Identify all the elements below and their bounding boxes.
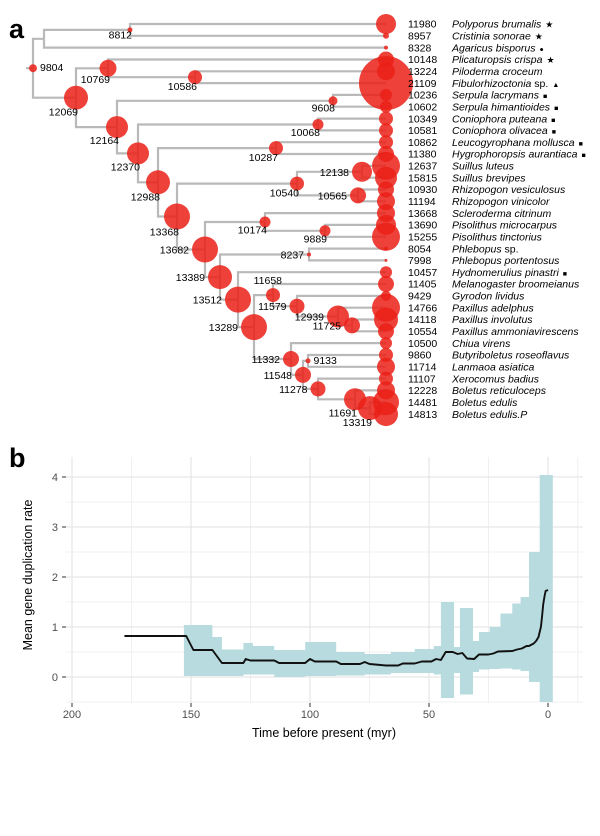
tip-name-11405: Melanogaster broomeianus <box>452 278 580 291</box>
x-tick-label-150: 150 <box>181 709 201 721</box>
tree-branch <box>265 222 325 231</box>
x-tick-label-100: 100 <box>300 709 320 721</box>
tip-name-10349: Coniophora puteana ■ <box>452 113 556 126</box>
tree-branch <box>44 39 386 48</box>
tip-id-9429: 9429 <box>408 290 432 303</box>
node-number-13368: 13368 <box>149 226 179 239</box>
confidence-band-area <box>184 475 553 702</box>
tree-branch <box>273 284 386 295</box>
tip-name-12228: Boletus reticuloceps <box>452 385 546 398</box>
tip-name-14813: Boletus edulis.P <box>452 408 528 421</box>
tip-name-21109: Fibulorhizoctonia sp. ▲ <box>452 77 560 90</box>
tip-id-10148: 10148 <box>408 54 438 67</box>
tree-branch <box>265 213 386 222</box>
tip-name-8957: Cristinia sonorae ★ <box>452 30 543 43</box>
triangle-icon: ▲ <box>552 81 560 89</box>
tip-id-11380: 11380 <box>408 148 437 161</box>
tip-id-7998: 7998 <box>408 255 432 268</box>
x-tick-label-200: 200 <box>62 709 82 721</box>
tip-name-14118: Paxillus involutus <box>452 314 533 327</box>
tip-name-8054: Phlebopus sp. <box>452 243 519 256</box>
panel-b-label: b <box>9 443 26 473</box>
node-number-12988: 12988 <box>130 191 160 204</box>
square-icon: ■ <box>554 105 559 113</box>
tip-id-11405: 11405 <box>408 278 437 291</box>
node-bubble-11278 <box>311 381 326 396</box>
tip-name-11194: Rhizopogon vinicolor <box>452 196 550 208</box>
node-bubble-13512 <box>225 287 251 313</box>
tip-name-15255: Pisolithus tinctorius <box>452 231 542 244</box>
node-number-13512: 13512 <box>192 294 222 307</box>
node-number-9804: 9804 <box>40 62 64 75</box>
tip-id-14813: 14813 <box>408 408 438 421</box>
tree-branch <box>309 255 386 261</box>
tip-bubble-10602 <box>380 101 392 113</box>
tip-id-14481: 14481 <box>408 396 438 409</box>
node-number-11691: 11691 <box>328 407 357 420</box>
tip-id-14766: 14766 <box>408 302 438 315</box>
tip-name-12637: Suillus luteus <box>452 160 514 173</box>
node-number-12164: 12164 <box>89 135 119 148</box>
star-icon: ★ <box>545 19 554 30</box>
tip-id-10930: 10930 <box>408 184 438 197</box>
node-number-9608: 9608 <box>311 102 335 115</box>
node-bubble-11548 <box>295 367 311 383</box>
node-number-10540: 10540 <box>269 187 299 200</box>
node-number-10068: 10068 <box>290 127 320 139</box>
tip-bubble-10554 <box>378 323 394 339</box>
tip-name-11380: Hygrophoropsis aurantiaca ■ <box>452 148 586 161</box>
tip-id-10500: 10500 <box>408 337 438 350</box>
tip-id-10349: 10349 <box>408 113 438 126</box>
star-icon: ★ <box>546 55 555 66</box>
y-tick-label-2: 2 <box>51 572 58 584</box>
node-bubble-9133 <box>306 358 311 363</box>
tree-tip-labels <box>408 19 586 421</box>
tip-id-14118: 14118 <box>408 314 437 327</box>
y-tick-label-1: 1 <box>51 622 58 634</box>
tree-branch <box>195 77 386 83</box>
x-tick-label-0: 0 <box>544 709 552 721</box>
tip-id-8054: 8054 <box>408 243 432 256</box>
tree-branch <box>276 148 386 154</box>
tip-name-11980: Polyporus brumalis ★ <box>452 18 554 31</box>
tip-id-13224: 13224 <box>408 66 438 78</box>
tip-name-10602: Serpula himantioides ■ <box>452 101 559 114</box>
node-number-13682: 13682 <box>159 244 189 257</box>
tree-branch <box>318 119 386 125</box>
node-number-11332: 11332 <box>251 354 280 366</box>
tree-branch <box>291 343 386 359</box>
tip-id-13690: 13690 <box>408 219 438 232</box>
square-icon: ■ <box>551 117 556 125</box>
tip-id-10602: 10602 <box>408 101 438 114</box>
node-number-9133: 9133 <box>313 354 337 367</box>
node-number-12370: 12370 <box>110 161 140 174</box>
tip-name-15815: Suillus brevipes <box>452 172 526 185</box>
tree-branch <box>130 24 386 30</box>
node-bubble-12138 <box>352 162 372 182</box>
tip-name-10500: Chiua virens <box>452 337 511 350</box>
tip-name-9860: Butyriboletus roseoflavus <box>452 349 570 362</box>
tree-branch <box>276 142 386 148</box>
square-icon: ■ <box>578 140 583 148</box>
x-tick-label-50: 50 <box>422 709 436 721</box>
tip-name-11107: Xerocomus badius <box>452 373 539 386</box>
tree-branch <box>108 60 386 69</box>
tip-name-13224: Piloderma croceum <box>452 66 543 78</box>
tip-name-8328: Agaricus bisporus ● <box>452 42 544 55</box>
tree-branch <box>318 379 386 389</box>
node-number-11278: 11278 <box>279 383 308 396</box>
y-axis-title: Mean gene duplication rate <box>21 499 35 651</box>
node-number-11579: 11579 <box>258 301 287 314</box>
tip-id-8957: 8957 <box>408 30 432 43</box>
node-number-8812: 8812 <box>108 29 132 42</box>
tip-id-12637: 12637 <box>408 160 438 173</box>
node-number-12939: 12939 <box>294 311 324 324</box>
node-number-10565: 10565 <box>317 190 347 203</box>
tip-bubble-11980 <box>376 14 396 34</box>
tip-name-13668: Scleroderma citrinum <box>452 207 552 220</box>
tip-name-10930: Rhizopogon vesiculosus <box>452 184 566 197</box>
tip-id-13668: 13668 <box>408 207 438 220</box>
tip-bubble-8957 <box>383 33 389 39</box>
tip-id-10236: 10236 <box>408 89 438 102</box>
node-number-11658: 11658 <box>253 275 282 288</box>
node-bubble-9804 <box>29 64 37 72</box>
node-number-8237: 8237 <box>280 249 304 262</box>
node-bubble-11725 <box>344 317 360 333</box>
node-bubble-8237 <box>307 253 311 257</box>
square-icon: ■ <box>551 129 556 137</box>
tip-id-11194: 11194 <box>408 196 436 208</box>
tip-name-10554: Paxillus ammoniavirescens <box>452 326 579 338</box>
tip-bubble-8328 <box>384 46 388 50</box>
tree-branch <box>108 68 195 77</box>
tip-name-11714: Lanmaoa asiatica <box>452 361 535 374</box>
node-bubble-13289 <box>241 314 267 340</box>
tip-id-8328: 8328 <box>408 42 432 55</box>
y-tick-label-0: 0 <box>51 672 58 684</box>
tree-branch <box>195 71 386 77</box>
node-number-13389: 13389 <box>175 272 205 285</box>
tip-bubble-8054 <box>384 247 388 251</box>
node-number-10769: 10769 <box>80 73 110 86</box>
square-icon: ■ <box>542 93 548 101</box>
node-number-13319: 13319 <box>342 417 372 430</box>
tip-bubble-11405 <box>378 276 394 292</box>
y-tick-label-3: 3 <box>51 522 58 534</box>
tip-name-10862: Leucogyrophana mollusca ■ <box>452 136 583 149</box>
circle-icon: ● <box>539 46 544 54</box>
tip-name-10457: Hydnomerulius pinastri ■ <box>452 266 568 279</box>
tip-id-10457: 10457 <box>408 266 438 279</box>
star-icon: ★ <box>534 31 543 42</box>
node-number-11725: 11725 <box>312 320 341 333</box>
chart-axes <box>52 472 551 721</box>
tip-id-9860: 9860 <box>408 349 432 362</box>
node-number-10586: 10586 <box>167 81 197 94</box>
tip-id-10554: 10554 <box>408 326 438 338</box>
node-bubble-11658 <box>266 288 280 302</box>
tip-name-10148: Plicaturopsis crispa ★ <box>452 54 555 67</box>
node-number-10174: 10174 <box>237 224 267 237</box>
tip-bubble-14813 <box>374 402 398 426</box>
tip-id-15255: 15255 <box>408 231 438 244</box>
tip-name-13690: Pisolithus microcarpus <box>452 219 558 232</box>
node-bubble-13682 <box>192 237 218 263</box>
node-bubble-13389 <box>208 265 232 289</box>
tip-bubble-10500 <box>380 337 392 349</box>
tip-id-15815: 15815 <box>408 172 438 185</box>
tip-id-21109: 21109 <box>408 77 437 90</box>
tip-bubble-7998 <box>385 259 388 262</box>
tree-branch <box>130 30 386 36</box>
tip-id-11980: 11980 <box>408 18 437 31</box>
square-icon: ■ <box>581 152 586 160</box>
tip-id-11714: 11714 <box>408 361 437 374</box>
tip-name-7998: Phlebopus portentosus <box>452 255 560 268</box>
tip-id-10862: 10862 <box>408 136 438 149</box>
node-number-13289: 13289 <box>208 322 238 335</box>
confidence-band <box>184 475 553 702</box>
square-icon: ■ <box>562 270 568 278</box>
tip-name-9429: Gyrodon lividus <box>452 290 525 303</box>
tree-branch <box>117 101 333 127</box>
node-number-11548: 11548 <box>263 369 292 382</box>
x-axis-title: Time before present (myr) <box>251 726 397 740</box>
y-tick-label-4: 4 <box>51 472 58 484</box>
node-number-12138: 12138 <box>319 166 349 179</box>
tree-branch <box>309 249 386 255</box>
tip-name-10236: Serpula lacrymans ■ <box>452 89 548 102</box>
tip-name-14766: Paxillus adelphus <box>452 302 534 315</box>
node-bubble-10565 <box>350 187 366 203</box>
tip-name-10581: Coniophora olivacea ■ <box>452 125 556 138</box>
node-bubble-11332 <box>283 351 299 367</box>
node-number-12069: 12069 <box>48 106 78 119</box>
tip-bubble-10236 <box>380 89 392 101</box>
tip-id-10581: 10581 <box>408 125 438 138</box>
panel-a-label: a <box>9 14 25 44</box>
node-number-10287: 10287 <box>248 152 278 165</box>
tree-branch <box>318 125 386 131</box>
tip-id-12228: 12228 <box>408 385 438 398</box>
tip-id-11107: 11107 <box>408 373 436 386</box>
node-number-9889: 9889 <box>303 233 327 246</box>
tip-name-14481: Boletus edulis <box>452 396 518 409</box>
